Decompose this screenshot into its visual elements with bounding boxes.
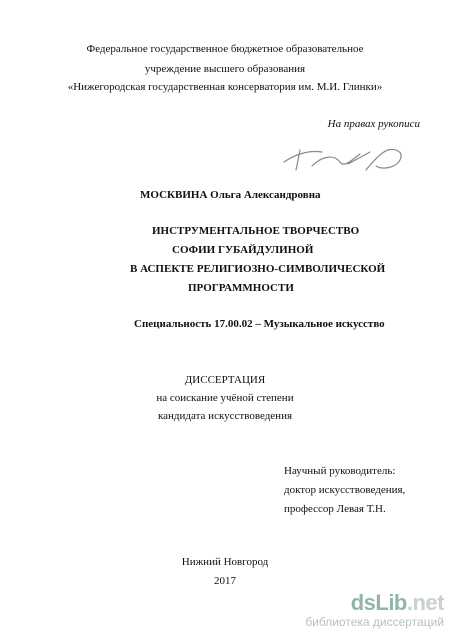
author-name: МОСКВИНА Ольга Александровна (140, 189, 321, 201)
rights-note: На правах рукописи (327, 118, 420, 130)
dissertation-purpose: на соискание учёной степени (156, 392, 294, 404)
year: 2017 (214, 575, 236, 587)
dissertation-degree: кандидата искусствоведения (157, 410, 293, 422)
institution-line-3: «Нижегородская государственная консерватория им. М.И. Глинки» (67, 81, 383, 93)
watermark-logo: dsLib.net (350, 590, 444, 615)
signature-image (278, 140, 418, 176)
specialty: Специальность 17.00.02 – Музыкальное искусство (134, 318, 385, 330)
title-line-3: В АСПЕКТЕ РЕЛИГИОЗНО-СИМВОЛИЧЕСКОЙ (130, 263, 386, 275)
title-line-1: ИНСТРУМЕНТАЛЬНОЕ ТВОРЧЕСТВО (152, 225, 360, 237)
supervisor-role: Научный руководитель: (284, 465, 396, 477)
institution-line-2: учреждение высшего образования (144, 63, 306, 75)
watermark-tagline: библиотека диссертаций (305, 615, 444, 629)
institution-line-1: Федеральное государственное бюджетное образовательное (86, 43, 364, 55)
supervisor-name: профессор Левая Т.Н. (284, 503, 386, 515)
title-line-2: СОФИИ ГУБАЙДУЛИНОЙ (172, 244, 314, 256)
city: Нижний Новгород (181, 556, 269, 568)
title-line-4: ПРОГРАММНОСТИ (188, 282, 294, 294)
watermark (305, 592, 444, 629)
supervisor-degree: доктор искусствоведения, (284, 484, 406, 496)
dissertation-type: ДИССЕРТАЦИЯ (184, 374, 266, 386)
